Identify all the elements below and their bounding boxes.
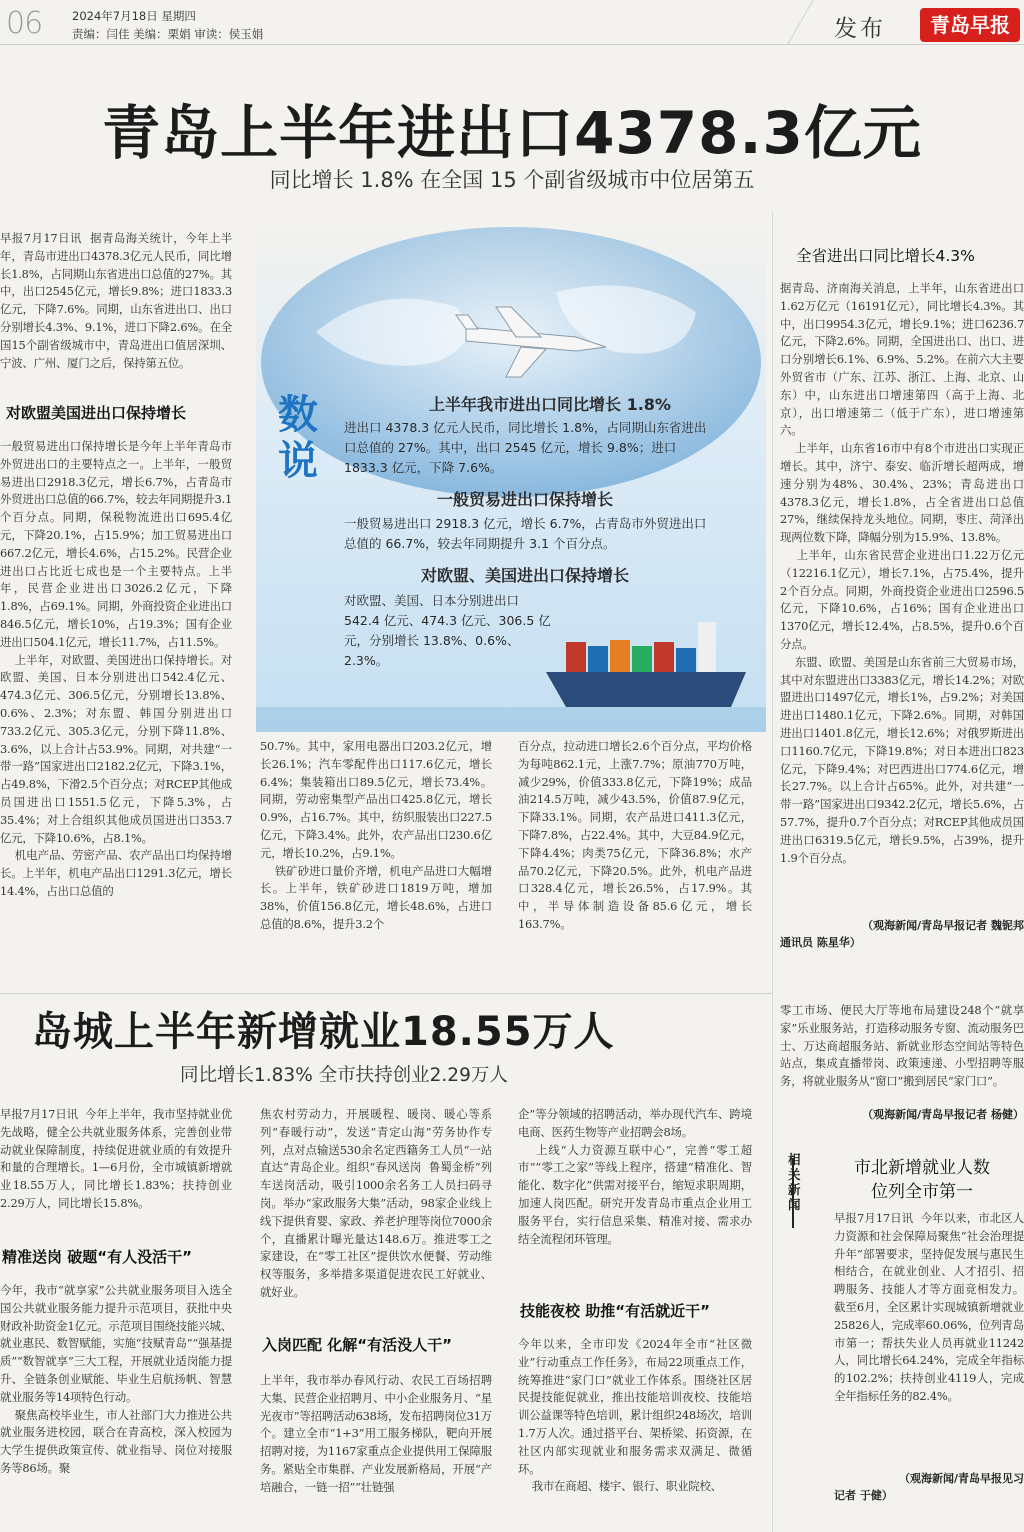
related-credit: （观海新闻/青岛早报见习 [898,1472,1024,1485]
section-label: 发布 [834,16,886,42]
stat3-title: 对欧盟、美国进出口保持增长 [420,566,629,585]
subheadline-2: 同比增长1.83% 全市扶持创业2.29万人 [180,1065,508,1086]
article2-heading-1: 精准送岗 破题“有人没活干” [2,1248,192,1266]
stat1-body: 进出口 4378.3 亿元人民币，同比增长 1.8%，占同期山东省进出口总值的 27%。其中，出口 2545 亿元，增长 9.8%；进口 1833.3 亿元，下降 7.6%。 [344,420,707,475]
article1-col3-body: 百分点，拉动进口增长2.6个百分点，平均价格为每吨862.1元，上涨7.7%；原油770万吨，减少29%，价值333.8亿元，下降19%；成品油214.5万吨，减少43.5%，价值87.9亿元，下降33.1%。同期，农产品进口411.3亿元，下降7.8%，占22.4%。其中，大豆84.9亿元，下降4.4%；肉类75亿元，下降36.8%；水产品70.2亿元，下降20.5%。此外，机电产品进口328.4亿元，增长26.5%，占17.9%。其中，半导体制造设备85.6亿元，增长163.7%。 [518,739,752,931]
right-credit: （观海新闻/青岛早报记者 魏铌邦 [862,919,1024,932]
stat2-body: 一般贸易进出口 2918.3 亿元，增长 6.7%，占青岛市外贸进出口总值的 66.7%，较去年同期提升 3.1 个百分点。 [344,516,707,551]
header-rule [0,44,1024,45]
article2-col2-body-a: 焦农村劳动力，开展暖程、暖岗、暖心等系列“春暖行动”，发送“青定山海”劳务协作专列，点对点输送530余名定西籍务工人员“一站直达”青岛企业。组织“春风送岗 鲁蜀金桥”列车送岗活动，吸引1000余名务工人员扫码寻岗。举办“家政服务大集”活动，98家企业线上线下提供育婴、家政、养老护理等岗位7000余个，直播累计曝光量达148.6万。推进零工之家建设，在“零工社区”提供饮水便餐、劳动维权等服务，多举措多渠道促进农民工好就业、就好业。 [260,1107,492,1299]
article2-credit: （观海新闻/青岛早报记者 杨健） [862,1108,1024,1121]
article2-col3-body-b: 今年以来，全市印发《2024年全市“社区微业”行动重点工作任务》，布局22项重点工作，统筹推进“家门口”就业工作体系。围绕社区居民提技能促就业，推出技能培训夜校、技能培训公益课等特色培训，累计组织248场次，培训1.7万人次。通过搭平台、架桥梁、拓资源，在社区内部实现就业和服务需求双满足、微循环。 我市在商超、楼宇、银行、职业院校、 [518,1337,752,1494]
stat2-title: 一般贸易进出口保持增长 [436,490,613,509]
related-tag: 相关新闻 [788,1152,801,1212]
article1-col2-body: 50.7%。其中，家用电器出口203.2亿元，增长26.1%；汽车零配件出口117.6亿元，增长6.4%；集装箱出口89.5亿元，增长73.4%。同期，劳动密集型产品出口425.8亿元，增长0.9%，占16.7%。其中，纺织服装出口227.5亿元，下降3.4%。此外，农产品出口230.6亿元，增长10.2%，占9.1%。 铁矿砂进口量价齐增，机电产品进口大幅增长。上半年，铁矿砂进口1819万吨，增加38%，价值156.8亿元，增长48.6%，占进口总值的8.6%，提升3.2个 [260,739,492,931]
date-line: 2024年7月18日 星期四 [72,9,196,23]
related-title-line-1: 市北新增就业人数 [854,1158,990,1178]
article1-col1-body: 一般贸易进出口保持增长是今年上半年青岛市外贸进出口的主要特点之一。上半年，一般贸易进出口2918.3亿元，增长6.7%，占青岛市外贸进出口总值的66.7%，较去年同期提升3.1个百分点。同期，保税物流进出口695.4亿元，下降20.1%，占15.9%；加工贸易进出口667.2亿元，增长4.6%，占15.2%。民营企业进出口占比近七成也是一个主要特点。上半年，民营企业进出口3026.2亿元，下降1.8%，占69.1%。同期，外商投资企业进出口846.5亿元，增长10%，占19.3%；国有企业进出口504.1亿元，增长11.7%，占11.5%。 上半年，对欧盟、美国进出口保持增长。对欧盟、美国、日本分别进出口542.4亿元、474.3亿元、306.5亿元，分别增长13.8%、0.6%、2.3%；对东盟、韩国分别进出口733.2亿元、305.3亿元，分别下降11.8%、3.6%，以上合计占53.9%。同期，对共建“一带一路”国家进出口2182.2亿元，下降3.1%，占49.8%，下滑2.5个百分点；对RCEP其他成员国进出口1551.5亿元，下降5.3%，占35.4%；对上合组织其他成员国进出口353.7亿元，下降10.6%，占8.1%。 机电产品、劳密产品、农产品出口均保持增长。上半年，机电产品出口1291.3亿元，增长14.4%，占出口总值的 [0,439,232,898]
infographic-label: 数说 [278,392,318,484]
article1-section-heading: 对欧盟美国进出口保持增长 [6,404,187,422]
headline-2: 岛城上半年新增就业18.55万人 [32,1009,615,1055]
section-divider [0,993,772,994]
related-title [820,1156,1024,1204]
article2-heading-3: 技能夜校 助推“有活就近干” [520,1302,710,1320]
related-body: 早报7月17日讯 今年以来，市北区人力资源和社会保障局聚焦“社会治理提升年”部署要求，坚持促发展与惠民生相结合，在就业创业、人才招引、招聘服务、技能人才等方面竞相发力。截至6月，全区累计实现城镇新增就业25826人，完成率60.06%，位列青岛市第一；帮扶失业人员再就业11242人，同比增长64.24%，完成全年指标的102.2%；扶持创业4119人，完成全年指标任务的82.4%。 [834,1211,1024,1403]
header-divider [787,0,813,44]
related-credit-2: 记者 于健） [834,1489,893,1502]
article2-right-body: 零工市场、便民大厅等地布局建设248个“就享家”乐业服务站，打造移动服务专窗、流动服务巴士、万达商超服务站、新就业形态空间站等特色站点，集成直播带岗、政策速递、小型招聘等服务，将就业服务从“窗口”搬到居民“家门口”。 [780,1003,1024,1089]
right-body: 据青岛、济南海关消息，上半年，山东省进出口1.62万亿元（16191亿元），同比增长4.3%。其中，出口9954.3亿元，增长9.1%；进口6236.7亿元，下降2.6%。同期，全国进出口、出口、进口分别增长6.1%、6.9%、5.2%。在前六大主要外贸省市（广东、江苏、浙江、上海、北京、山东）中，山东进出口增速第四（高于上海、北京），出口增速第二（低于广东），进口增速第六。 上半年，山东省16市中有8个市进出口实现正增长。其中，济宁、泰安、临沂增长超两成，增速分别为48%、30.4%、23%；青岛进出口4378.3亿元，增长1.8%，占全省进出口总值27%，继续保持龙头地位。同期，枣庄、菏泽出现两位数下降，降幅分别为15.9%、13.8%。 上半年，山东省民营企业进出口1.22万亿元（12216.1亿元），增长7.1%，占75.4%，提升2个百分点。同期，外商投资企业进出口2596.5亿元，下降10.6%，占16%；国有企业进出口1370亿元，增长12.4%，占8.5%，提升0.6个百分点。 东盟、欧盟、美国是山东省前三大贸易市场，其中对东盟进出口3383亿元，增长14.2%；对欧盟进出口1497亿元，增长1%，占9.2%；对美国进出口1480.1亿元，下降2.6%。同期，对韩国进出口1401.8亿元，增长12.6%；对俄罗斯进出口1160.7亿元，下降19.8%；对日本进出口823亿元，下降9.4%；对巴西进出口774.6亿元，增长27.7%。以上合计占65%。此外，对共建“一带一路”国家进出口9342.2亿元，增长5.6%，占57.7%，提升0.7个百分点；对RCEP其他成员国进出口6319.5亿元，增长9.5%，占39%，提升1.9个百分点。 [780,281,1024,865]
right-heading: 全省进出口同比增长4.3% [796,247,975,265]
stat1-title: 上半年我市进出口同比增长 1.8% [429,395,671,414]
stat3-body: 对欧盟、美国、日本分别进出口 542.4 亿元、474.3 亿元、306.5 亿元，分别增长 13.8%、0.6%、2.3%。 [344,593,551,668]
article1-intro: 早报7月17日讯 据青岛海关统计，今年上半年，青岛市进出口4378.3亿元人民币，同比增长1.8%，占同期山东省进出口总值的27%。其中，出口2545亿元，增长9.8%；进口1833.3亿元，下降7.6%。同期，山东省进出口、出口分别增长4.3%、9.1%，进口下降2.6%。在全国15个副省级城市中，青岛进出口值居深圳、宁波、广州、厦门之后，保持第五位。 [0,231,232,370]
right-credit-2: 通讯员 陈星华） [780,936,861,949]
page-number: 06 [6,6,43,41]
article2-heading-2: 入岗匹配 化解“有活没人干” [262,1336,452,1354]
article2-intro: 早报7月17日讯 今年上半年，我市坚持就业优先战略，健全公共就业服务体系，完善创业带动就业保障制度，持续促进就业质的有效提升和量的合理增长。1—6月份，全市城镇新增就业18.55万人，同比增长1.83%；扶持创业2.29万人，同比增长15.8%。 [0,1107,232,1210]
subheadline: 同比增长 1.8% 在全国 15 个副省级城市中位居第五 [269,168,755,192]
editors-line: 责编：闫佳 美编：栗娟 审读：侯玉娟 [72,27,264,41]
related-title-line-2: 位列全市第一 [871,1182,973,1202]
article2-col2-body-b: 上半年，我市举办春风行动、农民工百场招聘大集、民营企业招聘月、中小企业服务月、“星光夜市”等招聘活动638场，发布招聘岗位31万个。建立全市“1+3”用工服务梯队，靶向开展招聘对接，为1167家重点企业提供用工保障服务。紧贴全市集群、产业发展新格局，开展“产培融合，一链一招”“壮链强 [260,1373,492,1494]
article2-col3-body-a: 企”等分领域的招聘活动，举办现代汽车、跨境电商、医药生物等产业招聘会8场。 上线“人力资源互联中心”，完善“零工超市”“零工之家”等线上程序，搭建“精准化、智能化、数字化”供需对接平台，缩短求职周期，加速人岗匹配。研究开发青岛市重点企业用工服务平台，实行信息采集、精准对接、需求办结全流程闭环管理。 [518,1107,752,1246]
brand-logo: 青岛早报 [920,8,1020,42]
article2-col1-body: 今年，我市“就享家”公共就业服务项目入选全国公共就业服务能力提升示范项目，获批中央财政补助资金1亿元。示范项目围绕技能兴城、就业惠民、数智赋能，实施“技赋青岛”“强基提质”“数智就享”三大工程，开展就业适岗能力提升、全链条创业赋能、毕业生启航扬帆、智慧就业服务等14项特色行动。 聚焦高校毕业生，市人社部门大力推进公共就业服务进校园，联合在青高校，深入校园为大学生提供政策宣传、就业指导、岗位对接服务等86场。聚 [0,1283,232,1475]
column-rule [772,212,773,1532]
headline: 青岛上半年进出口4378.3亿元 [102,99,922,167]
